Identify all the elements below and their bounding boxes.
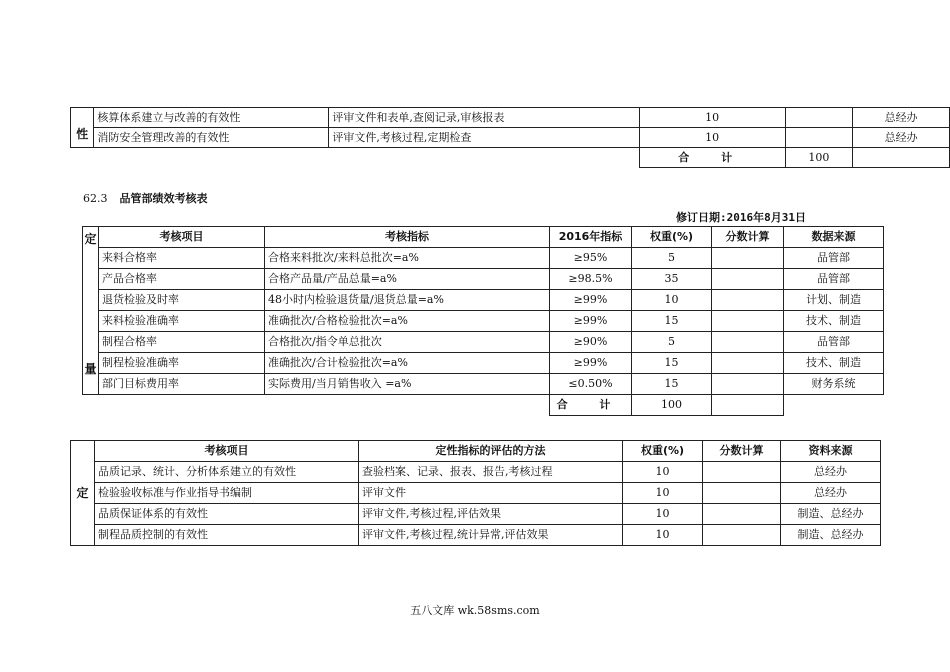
kpi-indicator: 48小时内检验退货量/退货总量=a% — [265, 290, 550, 311]
table-header-row — [71, 441, 881, 462]
table-side-label: 性 — [71, 108, 94, 148]
kpi-item: 退货检验及时率 — [99, 290, 265, 311]
assessment-method: 评审文件 — [359, 483, 623, 504]
assessment-item: 制程品质控制的有效性 — [95, 525, 359, 546]
total-label: 合 计 — [639, 148, 785, 168]
assessment-method: 评审文件,考核过程,评估效果 — [359, 504, 623, 525]
total-row — [83, 395, 884, 416]
kpi-indicator: 准确批次/合计检验批次=a% — [265, 353, 550, 374]
source-cell: 总经办 — [781, 462, 881, 483]
section-title: 品管部绩效考核表 — [119, 192, 208, 205]
table-row — [71, 462, 881, 483]
kpi-weight: 5 — [632, 332, 712, 353]
kpi-source: 计划、制造 — [784, 290, 884, 311]
kpi-score[interactable] — [712, 290, 784, 311]
kpi-target: ≤0.50% — [550, 374, 632, 395]
header-indicator: 考核指标 — [265, 227, 550, 248]
kpi-target: ≥99% — [550, 353, 632, 374]
kpi-weight: 5 — [632, 248, 712, 269]
kpi-score[interactable] — [712, 269, 784, 290]
source-cell: 总经办 — [781, 483, 881, 504]
table-row — [83, 248, 884, 269]
kpi-score[interactable] — [712, 374, 784, 395]
kpi-source: 品管部 — [784, 332, 884, 353]
header-target: 2016年指标 — [550, 227, 632, 248]
source-cell: 制造、总经办 — [781, 504, 881, 525]
kpi-score[interactable] — [712, 311, 784, 332]
kpi-target: ≥90% — [550, 332, 632, 353]
kpi-item: 产品合格率 — [99, 269, 265, 290]
score-cell[interactable] — [785, 108, 853, 128]
header-score: 分数计算 — [712, 227, 784, 248]
score-cell[interactable] — [703, 525, 781, 546]
table-row — [83, 311, 884, 332]
table-header-row — [83, 227, 884, 248]
kpi-source: 品管部 — [784, 248, 884, 269]
header-source: 数据来源 — [784, 227, 884, 248]
total-score[interactable] — [712, 395, 784, 416]
table-row — [71, 504, 881, 525]
kpi-source: 技术、制造 — [784, 311, 884, 332]
kpi-target: ≥99% — [550, 311, 632, 332]
kpi-indicator: 合格批次/指令单总批次 — [265, 332, 550, 353]
assessment-method: 查验档案、记录、报表、报告,考核过程 — [359, 462, 623, 483]
table-row — [83, 332, 884, 353]
kpi-target: ≥95% — [550, 248, 632, 269]
source-cell: 总经办 — [853, 108, 950, 128]
header-item: 考核项目 — [95, 441, 359, 462]
header-score: 分数计算 — [703, 441, 781, 462]
section-number: 62.3 — [83, 192, 108, 205]
header-method: 定性指标的评估的方法 — [359, 441, 623, 462]
total-label: 合 计 — [550, 395, 632, 416]
weight-cell: 10 — [639, 108, 785, 128]
weight-cell: 10 — [639, 128, 785, 148]
score-cell[interactable] — [703, 483, 781, 504]
weight-cell: 10 — [623, 525, 703, 546]
source-cell: 制造、总经办 — [781, 525, 881, 546]
kpi-indicator: 准确批次/合格检验批次=a% — [265, 311, 550, 332]
qualitative-kpi-table — [70, 440, 881, 546]
kpi-target: ≥98.5% — [550, 269, 632, 290]
header-weight: 权重(%) — [623, 441, 703, 462]
table-side-label: 定 量 — [83, 227, 99, 395]
table-row — [83, 374, 884, 395]
table-row — [83, 290, 884, 311]
score-cell[interactable] — [785, 128, 853, 148]
assessment-item: 检验验收标准与作业指导书编制 — [95, 483, 359, 504]
assessment-item: 消防安全管理改善的有效性 — [94, 128, 329, 148]
weight-cell: 10 — [623, 462, 703, 483]
assessment-item: 品质记录、统计、分析体系建立的有效性 — [95, 462, 359, 483]
score-cell[interactable] — [703, 504, 781, 525]
kpi-score[interactable] — [712, 332, 784, 353]
score-cell[interactable] — [703, 462, 781, 483]
kpi-score[interactable] — [712, 353, 784, 374]
kpi-source: 技术、制造 — [784, 353, 884, 374]
kpi-source: 财务系统 — [784, 374, 884, 395]
header-weight: 权重(%) — [632, 227, 712, 248]
page-footer-watermark: 五八文库 wk.58sms.com — [410, 604, 540, 617]
weight-cell: 10 — [623, 504, 703, 525]
total-weight: 100 — [785, 148, 853, 168]
assessment-method: 评审文件和表单,查阅记录,审核报表 — [329, 108, 639, 128]
revision-date: 修订日期:2016年8月31日 — [676, 211, 806, 224]
table-row — [71, 128, 950, 148]
kpi-weight: 15 — [632, 353, 712, 374]
kpi-item: 来料检验准确率 — [99, 311, 265, 332]
assessment-method: 评审文件,考核过程,统计异常,评估效果 — [359, 525, 623, 546]
kpi-indicator: 实际费用/当月销售收入 =a% — [265, 374, 550, 395]
kpi-score[interactable] — [712, 248, 784, 269]
kpi-target: ≥99% — [550, 290, 632, 311]
table-row — [83, 353, 884, 374]
kpi-weight: 15 — [632, 374, 712, 395]
total-row — [71, 148, 950, 168]
assessment-item: 品质保证体系的有效性 — [95, 504, 359, 525]
kpi-weight: 15 — [632, 311, 712, 332]
total-weight: 100 — [632, 395, 712, 416]
kpi-item: 部门目标费用率 — [99, 374, 265, 395]
table-side-label: 定 — [71, 441, 95, 546]
header-source: 资料来源 — [781, 441, 881, 462]
kpi-indicator: 合格来料批次/来料总批次=a% — [265, 248, 550, 269]
kpi-weight: 35 — [632, 269, 712, 290]
source-cell: 总经办 — [853, 128, 950, 148]
kpi-indicator: 合格产品量/产品总量=a% — [265, 269, 550, 290]
total-score[interactable] — [853, 148, 950, 168]
weight-cell: 10 — [623, 483, 703, 504]
kpi-item: 制程检验准确率 — [99, 353, 265, 374]
header-item: 考核项目 — [99, 227, 265, 248]
kpi-item: 制程合格率 — [99, 332, 265, 353]
kpi-source: 品管部 — [784, 269, 884, 290]
kpi-weight: 10 — [632, 290, 712, 311]
assessment-item: 核算体系建立与改善的有效性 — [94, 108, 329, 128]
table-row — [71, 525, 881, 546]
section-heading — [83, 190, 208, 206]
kpi-item: 来料合格率 — [99, 248, 265, 269]
top-qualitative-table — [70, 107, 950, 168]
assessment-method: 评审文件,考核过程,定期检查 — [329, 128, 639, 148]
table-row — [71, 108, 950, 128]
table-row — [71, 483, 881, 504]
quantitative-kpi-table — [82, 226, 884, 416]
table-row — [83, 269, 884, 290]
